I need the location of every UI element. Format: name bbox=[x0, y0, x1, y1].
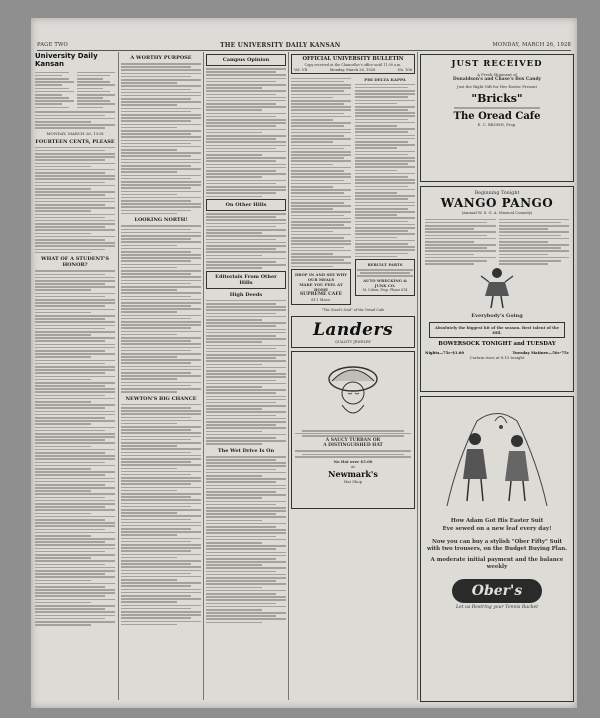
wango-pango-ad bbox=[420, 186, 574, 392]
rebuilt-ad-company: AUTO WRECKING & JUNK CO. bbox=[363, 278, 407, 289]
newmark-name: Newmark's bbox=[328, 468, 378, 479]
dancer-illustration-icon bbox=[477, 266, 517, 310]
article-body bbox=[121, 404, 201, 626]
adam-eve-illustration-icon bbox=[437, 401, 557, 511]
wango-line: Absolutely the biggest hit of the season. Best talent of the Hill. bbox=[434, 325, 560, 336]
bulletin-number: No. 106 bbox=[397, 68, 412, 72]
column-editorial-1 bbox=[35, 52, 115, 702]
column-ads bbox=[420, 52, 574, 702]
newspaper-page bbox=[31, 18, 577, 708]
article-body bbox=[206, 300, 286, 445]
cafe-ad-name: SUPREME CAFE bbox=[299, 292, 343, 298]
wango-night-price: Nights—75c-$1.00 bbox=[425, 350, 465, 356]
newmark-line: A DISTINGUISHED HAT bbox=[323, 443, 383, 449]
headline-campus-opinion: Campus Opinion bbox=[222, 57, 270, 63]
oread-line: A Fresh Shipment of bbox=[477, 72, 517, 77]
campus-opinion-box bbox=[206, 54, 286, 66]
column-rule bbox=[288, 52, 289, 700]
headline-fourteen-cents: FOURTEEN CENTS, PLEASE bbox=[35, 138, 115, 145]
bulletin-col-left bbox=[291, 76, 351, 307]
rebuilt-ad-prop: M. Cohen, Prop. Phone 814 bbox=[362, 288, 408, 293]
bulletin-subtitle: Copy received at the Chancellor's office until 11:00 a.m. bbox=[304, 63, 402, 67]
newmark-line: A SAUCY TURBAN OR bbox=[325, 438, 381, 444]
article-body bbox=[206, 68, 286, 197]
page-number: PAGE TWO bbox=[37, 42, 68, 48]
oread-line: Just the Right Gift for Her Easter Present bbox=[457, 84, 537, 89]
column-rule bbox=[417, 52, 418, 700]
headline-looking-north: LOOKING NORTH! bbox=[134, 217, 188, 224]
obers-logo: Ober's bbox=[452, 579, 542, 603]
wango-everybody: Everybody's Going bbox=[471, 313, 523, 320]
article-body bbox=[121, 225, 201, 392]
headline-worthy-purpose: A WORTHY PURPOSE bbox=[130, 55, 192, 61]
obers-tennis: Let us Restring your Tennis Racket bbox=[455, 605, 539, 610]
wango-body bbox=[425, 217, 569, 266]
article-body bbox=[35, 270, 115, 625]
wango-curtain: Curtain rises at 8:15 tonight bbox=[469, 355, 525, 361]
wango-title: WANGO PANGO bbox=[440, 196, 554, 210]
rebuilt-parts-ad bbox=[355, 259, 415, 296]
headline-student-honor: WHAT OF A STUDENT'S HONOR? bbox=[41, 256, 109, 269]
newmark-price: No Hat over $5.00 bbox=[333, 458, 373, 464]
obers-ad bbox=[420, 396, 574, 702]
landers-ad bbox=[291, 316, 415, 348]
column-bulletin bbox=[291, 52, 415, 702]
page-masthead bbox=[37, 40, 571, 51]
headline-phi-delta-kappa: PHI DELTA KAPPA bbox=[364, 77, 406, 82]
column-rule bbox=[203, 52, 204, 700]
cafe-ad-line: DROP IN AND SEE WHY bbox=[295, 272, 347, 278]
landers-logo: Landers bbox=[312, 320, 394, 341]
obers-subhead: Eve sewed on a new leaf every day! bbox=[442, 526, 552, 532]
column-opinion bbox=[206, 52, 286, 702]
bulletin-date: Monday, March 26, 1928 bbox=[329, 68, 376, 72]
column-rule bbox=[118, 52, 119, 700]
obers-headline: How Adam Got His Easter Suit bbox=[450, 518, 544, 524]
article-body bbox=[121, 63, 201, 214]
cafe-ad-address: 811 Mass. bbox=[311, 297, 331, 303]
obers-body: Now you can buy a stylish "Ober Fifty" Suit with two trousers, on the Budget Buying Plan. bbox=[426, 539, 568, 552]
headline-newtons-big-chance: NEWTON'S BIG CHANCE bbox=[125, 395, 197, 402]
wango-line: Beginning Tonight bbox=[474, 191, 520, 196]
staff-box bbox=[35, 70, 115, 110]
newmark-at: at bbox=[351, 463, 355, 469]
official-bulletin-box bbox=[291, 54, 415, 74]
cafe-ad-line: MAKE YOU FEEL AT HOME bbox=[299, 282, 343, 293]
oread-line: Donaldson's and Chase's Box Candy bbox=[452, 77, 542, 82]
headline-on-other-hills: On Other Hills bbox=[225, 202, 267, 209]
article-body bbox=[206, 456, 286, 623]
oread-headline: JUST RECEIVED bbox=[451, 59, 543, 69]
issue-date: MONDAY, MARCH 26, 1928 bbox=[492, 42, 571, 48]
bulletin-volume: Vol. VII bbox=[294, 68, 308, 72]
editorials-box bbox=[206, 271, 286, 289]
cafe-ad-line: OUR MEALS bbox=[307, 277, 335, 283]
editorial-date: MONDAY, MARCH 26, 1928 bbox=[46, 130, 104, 136]
cafe-tagline: "The Good's Soul" of the Oread Cafe bbox=[321, 308, 385, 313]
bulletin-columns bbox=[291, 76, 415, 307]
article-body bbox=[206, 213, 286, 269]
oread-cafe-name: The Oread Cafe bbox=[453, 110, 541, 122]
on-other-hills-box bbox=[206, 199, 286, 211]
headline-editorials-other-hills: Editorials From Other Hills bbox=[215, 273, 277, 286]
oread-cafe-ad bbox=[420, 54, 574, 182]
wango-venue: BOWERSOCK TONIGHT and TUESDAY bbox=[438, 341, 556, 348]
column-editorial-2 bbox=[121, 52, 201, 702]
wango-subtitle: (Annual W. S. G. A. Musical Comedy) bbox=[461, 210, 533, 215]
supreme-cafe-ad bbox=[291, 269, 351, 305]
woman-hat-illustration-icon bbox=[318, 355, 388, 425]
oread-bricks: "Bricks" bbox=[471, 92, 523, 105]
oread-prop: E. C. BROWN, Prop. bbox=[477, 121, 517, 127]
paper-title: THE UNIVERSITY DAILY KANSAN bbox=[220, 41, 341, 49]
wango-inner-box bbox=[429, 322, 565, 338]
bulletin-title: OFFICIAL UNIVERSITY BULLETIN bbox=[302, 56, 404, 62]
wango-matinee-price: Tuesday Matinee—50c-75c bbox=[512, 350, 569, 356]
headline-wet-drive: The Wet Drive Is On bbox=[217, 447, 275, 454]
bulletin-info bbox=[294, 68, 412, 72]
newmark-ad bbox=[291, 351, 415, 509]
landers-tagline: QUALITY JEWELRY bbox=[335, 340, 371, 345]
newmark-shop: Hat Shop bbox=[343, 478, 363, 484]
rebuilt-ad-title: REBUILT PARTS bbox=[367, 262, 403, 268]
nameplate: University Daily Kansan bbox=[35, 52, 98, 68]
obers-payment: A moderate initial payment and the balance weekly bbox=[430, 557, 564, 570]
article-body bbox=[35, 147, 115, 254]
headline-high-deeds: High Deeds bbox=[229, 291, 263, 298]
bulletin-col-right bbox=[355, 76, 415, 307]
